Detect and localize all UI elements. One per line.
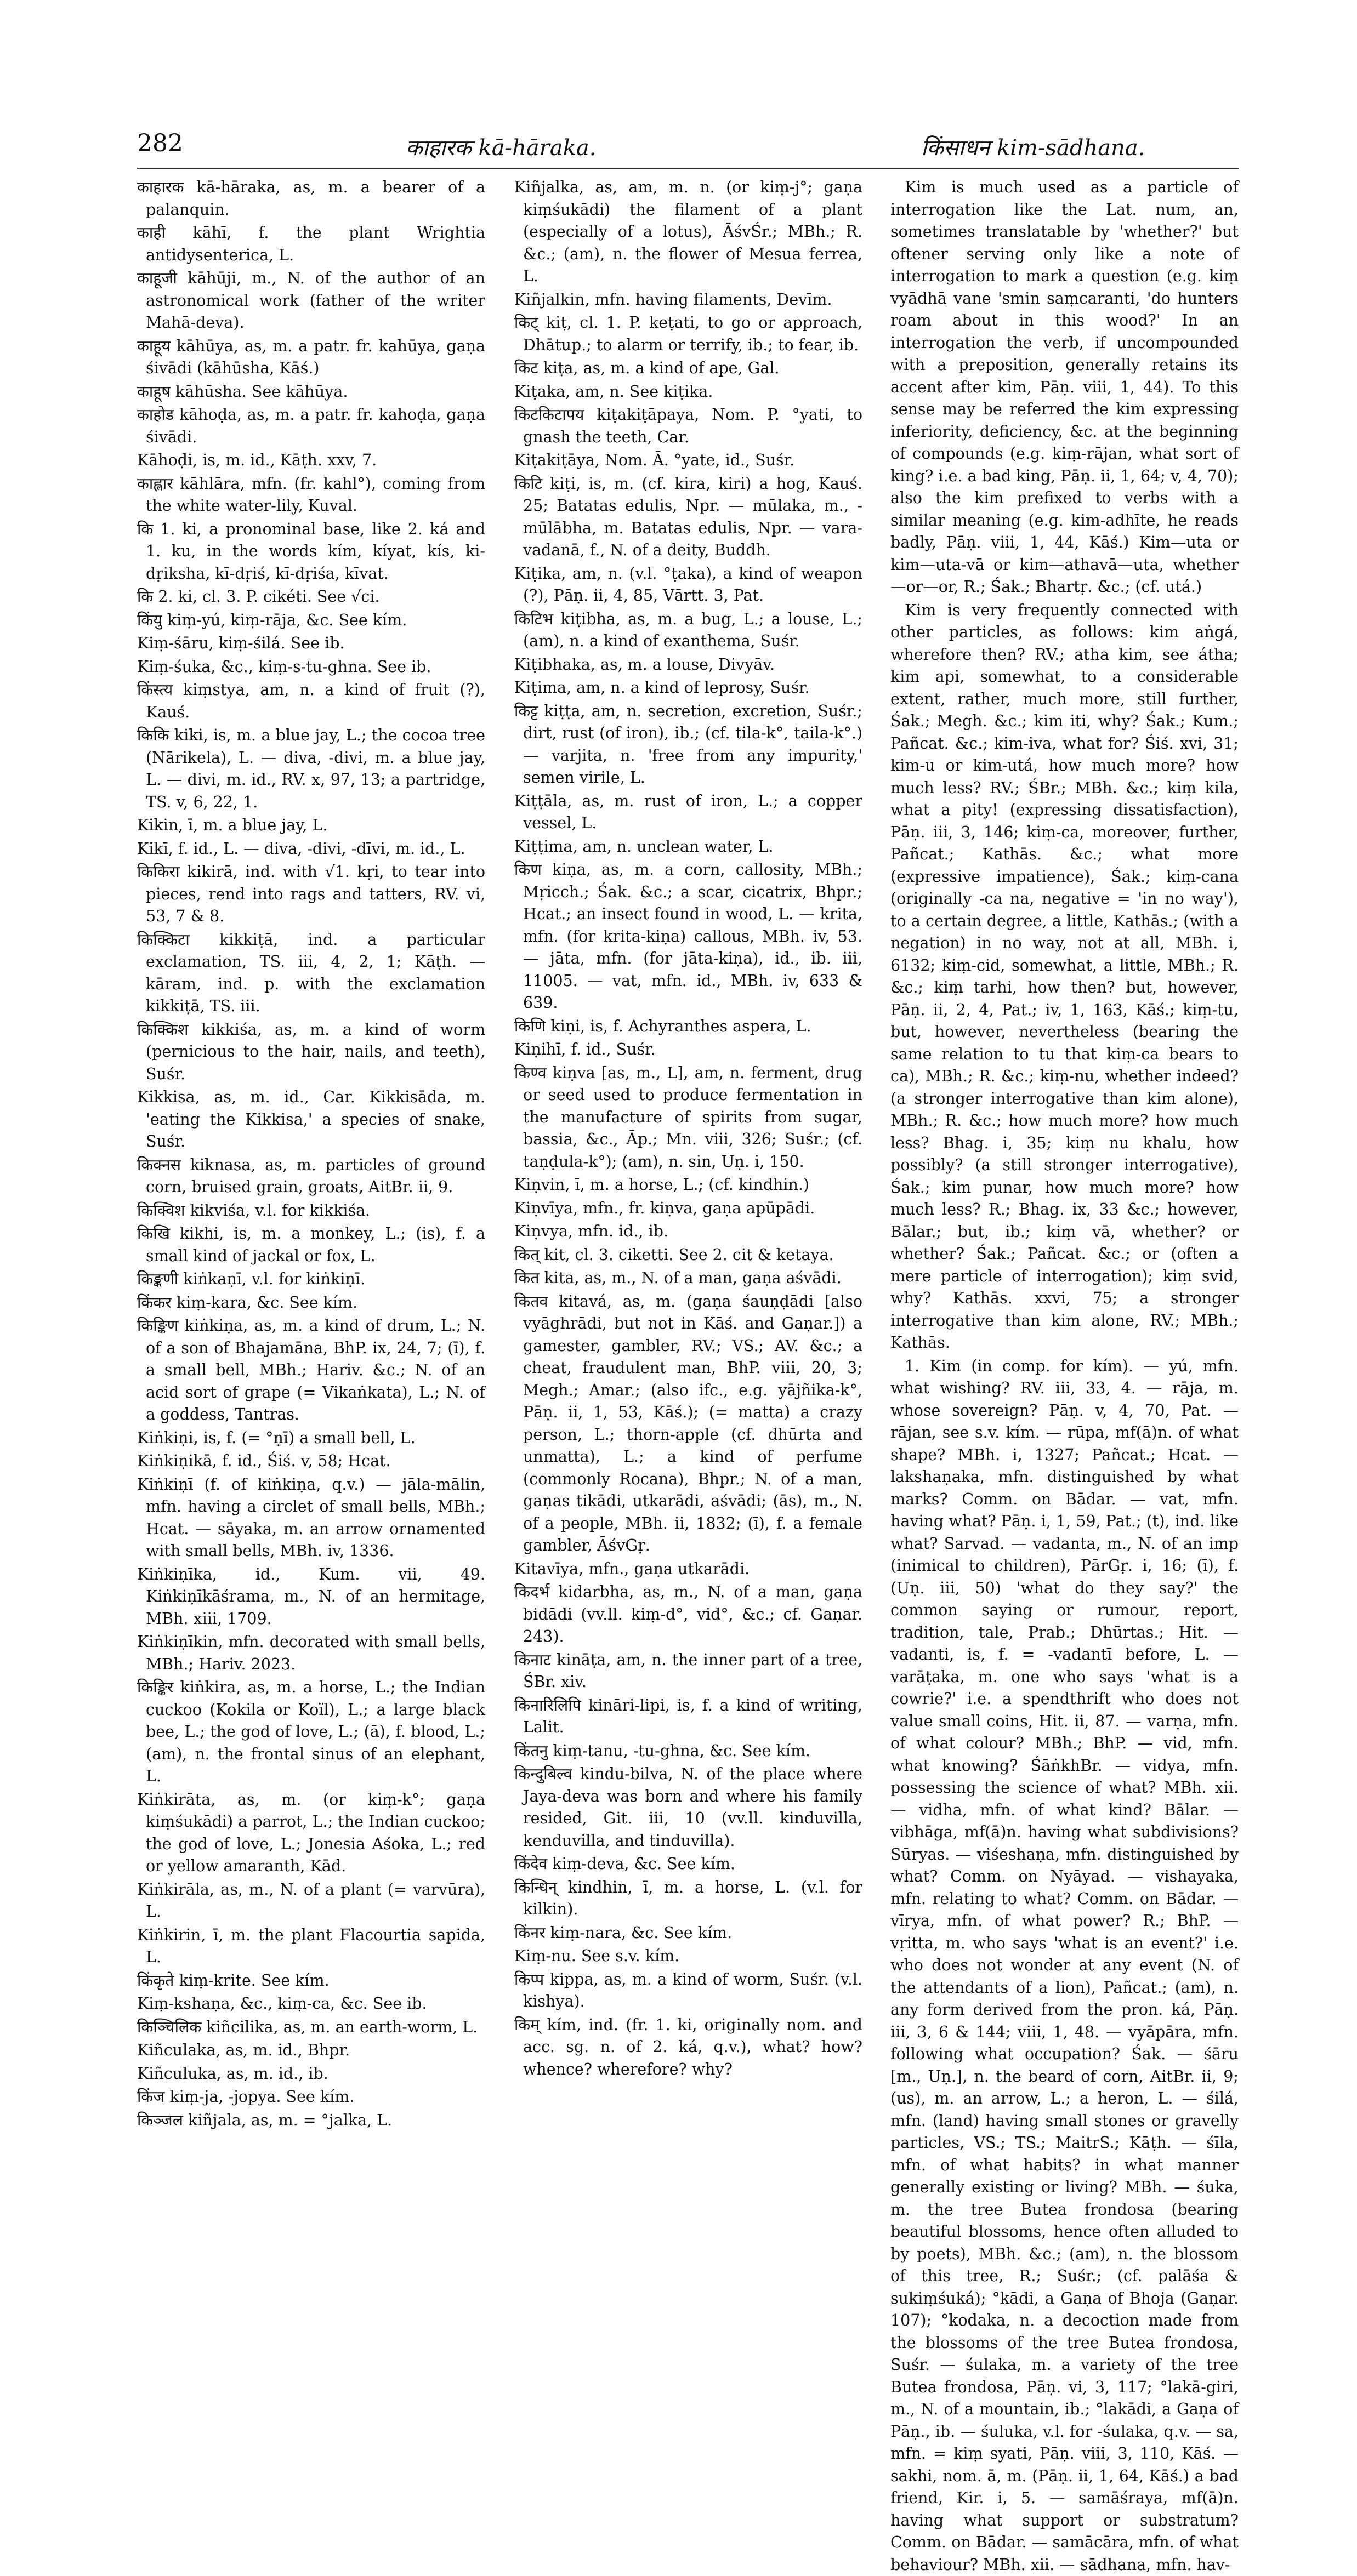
dictionary-entry: काहोड kāhoḍa, as, m. a patr. fr. kahoḍa, gaṇa śivādi. bbox=[137, 404, 485, 448]
dictionary-entry: Kikī, f. id., L. — diva, -divi, -dīvi, m. id., L. bbox=[137, 838, 485, 860]
dictionary-entry: काहूय kāhūya, as, m. a patr. fr. kahūya, gaṇa śivādi (kāhūsha, Kāś.) bbox=[137, 335, 485, 380]
dictionary-entry: Kim is very frequently connected with other particles, as follows: kim aṅgá, wherefore then? RV.; atha kim, see átha; kim api, somewhat, to a considerable extent, rather, much more, still further, Śak.; Megh. &c.; kim iti, why? Śak.; Kum.; Pañcat. &c.; kim-iva, what for? Śiś. xvi, 31; kim-u or kim-utá, how much more? how much less? RV.; ŚBr.; MBh. &c.; kiṃ kila, what a pity! (expressing dissatisfaction), Pāṇ. iii, 3, 146; kiṃ-ca, moreover, further, Pañcat.; Kathās. &c.; what more (expressive impatience), Śak.; kiṃ-cana (originally -ca na, negative = 'in no way'), to a certain degree, a little, Kathās.; (with a negation) in no way, not at all, MBh. i, 6132; kiṃ-cid, somewhat, a little, MBh.; R. &c.; kiṃ tarhi, how then? but, however, Pāṇ. ii, 2, 4, Pat.; iv, 1, 163, Kāś.; kiṃ-tu, but, however, nevertheless (bearing the same relation to tu that kiṃ-ca bears to ca), MBh.; R. &c.; kiṃ-nu, whether indeed? (a stronger interrogative than kim alone), MBh.; R. &c.; how much more? how much less? Bhag. i, 35; kiṃ nu khalu, how possibly? (a still stronger interrogative), Śak.; kim punar, how much more? how much less? R.; Bhag. ix, 33 &c.; however, Bālar.; but, ib.; kiṃ vā, whether? or whether? Śak.; Pañcat. &c.; or (often a mere particle of interrogation); kiṃ svid, why? Kathās. xxvi, 75; a stronger interrogative than kim alone, RV.; MBh.; Kathās. bbox=[890, 600, 1239, 1354]
dictionary-entry: काहूजी kāhūji, m., N. of the author of an astronomical work (father of the writer Mahā-deva). bbox=[137, 267, 485, 334]
dictionary-entry: Kiṭika, am, n. (v.l. °ṭaka), a kind of weapon (?), Pāṇ. ii, 4, 85, Vārtt. 3, Pat. bbox=[514, 563, 862, 607]
dictionary-entry: Kiṭaka, am, n. See kiṭika. bbox=[514, 381, 862, 403]
dictionary-entry: कित kita, as, m., N. of a man, gaṇa aśvādi. bbox=[514, 1267, 862, 1290]
dictionary-entry: Kiṃ-kshaṇa, &c., kiṃ-ca, &c. See ib. bbox=[137, 1993, 485, 2015]
dictionary-entry: Kiṅkirāta, as, m. (or kiṃ-k°; gaṇa kiṃśukādi) a parrot, L.; the Indian cuckoo; the god of love, L.; Jonesia Aśoka, L.; red or yellow amaranth, Kād. bbox=[137, 1789, 485, 1878]
dictionary-entry: कि 2. ki, cl. 3. P. cikéti. See √ci. bbox=[137, 586, 485, 608]
dictionary-entry: Kiṅkirāla, as, m., N. of a plant (= varvūra), L. bbox=[137, 1879, 485, 1923]
dictionary-entry: किन्धिन् kindhin, ī, m. a horse, L. (v.l. for kilkin). bbox=[514, 1877, 862, 1921]
dictionary-entry: किक्किश kikkiśa, as, m. a kind of worm (pernicious to the hair, nails, and teeth), Suśr. bbox=[137, 1019, 485, 1086]
dictionary-entry: किक्विश kikviśa, v.l. for kikkiśa. bbox=[137, 1200, 485, 1222]
dictionary-entry: किण kiṇa, as, m. a corn, callosity, MBh.; Mṛicch.; Śak. &c.; a scar, cicatrix, Bhpr.; Hcat.; an insect found in wood, L. — krita, mfn. (for krita-kiṇa) callous, MBh. iv, 53. — jāta, mfn. (for jāta-kiṇa), id., ib. iii, 11005. — vat, mfn. id., MBh. iv, 633 & 639. bbox=[514, 859, 862, 1015]
dictionary-entry: किण्व kiṇva [as, m., L], am, n. ferment, drug or seed used to produce fermentation in the manufacture of spirits from sugar, bassia, &c., Āp.; Mn. viii, 326; Suśr.; (cf. taṇḍula-k°); (am), n. sin, Uṇ. i, 150. bbox=[514, 1062, 862, 1173]
dictionary-entry: Kitavīya, mfn., gaṇa utkarādi. bbox=[514, 1558, 862, 1581]
page-number: 282 bbox=[137, 129, 183, 157]
dictionary-entry: किंकृते kiṃ-krite. See kím. bbox=[137, 1970, 485, 1992]
dictionary-entry: किङ्किर kiṅkira, as, m. a horse, L.; the Indian cuckoo (Kokila or Koïl), L.; a large black bee, L.; the god of love, L.; (ā), f. blood, L.; (am), n. the frontal sinus of an elephant, L. bbox=[137, 1677, 485, 1788]
header-right-guideword: किंसाधन kim-sādhana. bbox=[921, 132, 1145, 162]
dictionary-entry: Kiṅkiṇīkin, mfn. decorated with small bells, MBh.; Hariv. 2023. bbox=[137, 1631, 485, 1675]
dictionary-entry: किंज kiṃ-ja, -jopya. See kím. bbox=[137, 2086, 485, 2108]
dictionary-entry: Kiṃ-nu. See s.v. kím. bbox=[514, 1945, 862, 1968]
dictionary-entry: किटि kiṭi, is, m. (cf. kira, kiri) a hog, Kauś. 25; Batatas edulis, Npr. — mūlaka, m., -mūlābha, m. Batatas edulis, Npr. — vara-vadanā, f., N. of a deity, Buddh. bbox=[514, 473, 862, 562]
dictionary-entry: किंकर kiṃ-kara, &c. See kím. bbox=[137, 1292, 485, 1314]
dictionary-entry: Kiṭibhaka, as, m. a louse, Divyāv. bbox=[514, 654, 862, 676]
dictionary-entry: Kiṭṭima, am, n. unclean water, L. bbox=[514, 836, 862, 858]
dictionary-entry: किंनर kiṃ-nara, &c. See kím. bbox=[514, 1922, 862, 1945]
dictionary-entry: किक्किटा kikkiṭā, ind. a particular exclamation, TS. iii, 4, 2, 1; Kāṭh. — kāram, ind. p. with the exclamation kikkiṭā, TS. iii. bbox=[137, 929, 485, 1018]
dictionary-entry: किक्नस kiknasa, as, m. particles of ground corn, bruised grain, groats, AitBr. ii, 9. bbox=[137, 1154, 485, 1199]
dictionary-entry: काहूष kāhūsha. See kāhūya. bbox=[137, 381, 485, 403]
dictionary-entry: किञ्जल kiñjala, as, m. = °jalka, L. bbox=[137, 2110, 485, 2132]
column-1 bbox=[137, 176, 485, 1881]
dictionary-entry: किङ्कणी kiṅkaṇī, v.l. for kiṅkiṇī. bbox=[137, 1268, 485, 1291]
dictionary-entry: Kiṃ-śāru, kiṃ-śilá. See ib. bbox=[137, 632, 485, 655]
dictionary-entry: Kikkisa, as, m. id., Car. Kikkisāda, m. 'eating the Kikkisa,' a species of snake, Suśr. bbox=[137, 1086, 485, 1153]
dictionary-entry: Kiṅkiṇī (f. of kiṅkiṇa, q.v.) — jāla-mālin, mfn. having a circlet of small bells, MBh.; Hcat. — sāyaka, m. an arrow ornamented with small bells, MBh. iv, 1336. bbox=[137, 1474, 485, 1563]
dictionary-entry: Kiñjalkin, mfn. having filaments, Devīm. bbox=[514, 289, 862, 311]
dictionary-entry: किट्ट kiṭṭa, am, n. secretion, excretion, Suśr.; dirt, rust (of iron), ib.; (cf. tila-k°, taila-k°.) — varjita, n. 'free from any impurity,' semen virile, L. bbox=[514, 700, 862, 789]
column-3 bbox=[890, 176, 1239, 1881]
column-2 bbox=[514, 176, 862, 1881]
dictionary-entry: किंदेव kiṃ-deva, &c. See kím. bbox=[514, 1853, 862, 1876]
dictionary-entry: किनारिलिपि kināri-lipi, is, f. a kind of writing, Lalit. bbox=[514, 1695, 862, 1739]
dictionary-entry: किकि kiki, is, m. a blue jay, L.; the cocoa tree (Nārikela), L. — diva, -divi, m. a blue jay, L. — divi, m. id., RV. x, 97, 13; a partridge, TS. v, 6, 22, 1. bbox=[137, 725, 485, 813]
dictionary-entry: कितव kitavá, as, m. (gaṇa śauṇḍādi [also vyāghrādi, but not in Kāś. and Gaṇar.]) a gamester, gambler, RV.; VS.; AV. &c.; a cheat, fraudulent man, BhP. viii, 20, 3; Megh.; Amar.; (also ifc., e.g. yājñika-k°, Pāṇ. ii, 1, 53, Kāś.); (= matta) a crazy person, L.; thorn-apple (cf. dhūrta and unmatta), L.; a kind of perfume (commonly Rocana), Bhpr.; N. of a man, gaṇas tikādi, utkarādi, aśvādi; (ās), m., N. of a people, MBh. ii, 1832; (ī), f. a female gambler, ĀśvGṛ. bbox=[514, 1291, 862, 1557]
dictionary-entry: Kiñjalka, as, am, m. n. (or kiṃ-j°; gaṇa kiṃśukādi) the filament of a plant (especially of a lotus), ĀśvŚr.; MBh.; R. &c.; (am), n. the flower of Mesua ferrea, L. bbox=[514, 176, 862, 288]
dictionary-entry: किंस्त्य kiṃstya, am, n. a kind of fruit (?), Kauś. bbox=[137, 679, 485, 723]
dictionary-entry: किङ्किण kiṅkiṇa, as, m. a kind of drum, L.; N. of a son of Bhajamāna, BhP. ix, 24, 7; (ī), f. a small bell, MBh.; Hariv. &c.; N. of an acid sort of grape (= Vikaṅkata), L.; N. of a goddess, Tantras. bbox=[137, 1315, 485, 1426]
dictionary-entry: काहारक kā-hāraka, as, m. a bearer of a palanquin. bbox=[137, 176, 485, 221]
dictionary-entry: Kāhoḍi, is, m. id., Kāṭh. xxv, 7. bbox=[137, 449, 485, 472]
dictionary-entry: Kikin, ī, m. a blue jay, L. bbox=[137, 814, 485, 837]
dictionary-entry: कित् kit, cl. 3. ciketti. See 2. cit & ketaya. bbox=[514, 1244, 862, 1267]
dictionary-entry: किप्प kippa, as, m. a kind of worm, Suśr. (v.l. kishya). bbox=[514, 1969, 862, 2013]
dictionary-entry: Kiṅkiṇi, is, f. (= °ṇī) a small bell, L. bbox=[137, 1427, 485, 1450]
header-rule bbox=[137, 168, 1239, 169]
dictionary-entry: कि 1. ki, a pronominal base, like 2. ká and 1. ku, in the words kím, kíyat, kís, ki-dṛiksha, kī-dṛiś, kī-dṛiśa, kīvat. bbox=[137, 518, 485, 585]
dictionary-entry: किंतनु kiṃ-tanu, -tu-ghna, &c. See kím. bbox=[514, 1740, 862, 1763]
dictionary-entry: किट kiṭa, as, m. a kind of ape, Gal. bbox=[514, 357, 862, 380]
dictionary-entry: किट् kiṭ, cl. 1. P. keṭati, to go or approach, Dhātup.; to alarm or terrify, ib.; to fear, ib. bbox=[514, 312, 862, 356]
header-left-guideword: काहारक kā-hāraka. bbox=[406, 132, 596, 162]
dictionary-entry: किंयु kiṃ-yú, kiṃ-rāja, &c. See kím. bbox=[137, 609, 485, 632]
dictionary-entry: Kiṭṭāla, as, m. rust of iron, L.; a copper vessel, L. bbox=[514, 790, 862, 835]
dictionary-entry: किकिरा kikirā, ind. with √1. kṛi, to tear into pieces, rend into rags and tatters, RV. vi, 53, 7 & 8. bbox=[137, 861, 485, 928]
dictionary-entry: काह्लार kāhlāra, mfn. (fr. kahl°), coming from the white water-lily, Kuval. bbox=[137, 473, 485, 517]
dictionary-entry: Kiṇvin, ī, m. a horse, L.; (cf. kindhin.) bbox=[514, 1174, 862, 1196]
dictionary-entry: Kiṭima, am, n. a kind of leprosy, Suśr. bbox=[514, 677, 862, 699]
dictionary-entry: किखि kikhi, is, m. a monkey, L.; (is), f. a small kind of jackal or fox, L. bbox=[137, 1223, 485, 1267]
dictionary-entry: Kiñculaka, as, m. id., Bhpr. bbox=[137, 2039, 485, 2062]
dictionary-entry: 1. Kim (in comp. for kím). — yú, mfn. what wishing? RV. iii, 33, 4. — rāja, m. whose sovereign? Pāṇ. v, 4, 70, Pat. — rājan, see s.v. kím. — rūpa, mf(ā)n. of what shape? MBh. i, 1327; Pañcat.; Hcat. — lakshaṇaka, mfn. distinguished by what marks? Comm. on Bādar. — vat, mfn. having what? Pāṇ. i, 1, 59, Pat.; (t), ind. like what? Sarvad. — vadanta, m., N. of an imp (inimical to children), PārGṛ. i, 16; (ī), f. (Uṇ. iii, 50) 'what do they say?' the common saying or rumour, report, tradition, tale, Prab.; Dhūrtas.; Hit. — vadanti, is, f. = -vadantī before, L. — varāṭaka, m. one who says 'what is a cowrie?' i.e. a spendthrift who does not value small coins, Hit. ii, 87. — varṇa, mfn. of what colour? MBh.; BhP. — vid, mfn. what knowing? ŚāṅkhBr. — vidya, mfn. possessing the science of what? MBh. xii. — vidha, mfn. of what kind? Bālar. — vibhāga, mf(ā)n. having what subdivisions? Sūryas. — viśeshaṇa, mfn. distinguished by what? Comm. on Nyāyad. — vishayaka, mfn. relating to what? Comm. on Bādar. — vīrya, mfn. of what power? R.; BhP. — vṛitta, m. who says 'what is an event?' i.e. who does not wonder at any event (N. of the attendants of a lion), Pañcat.; (am), n. any form derived from the pron. ká, Pāṇ. iii, 3, 6 & 144; viii, 1, 48. — vyāpāra, mfn. following what occupation? Śak. — śāru [m., Uṇ.], n. the beard of corn, AitBr. ii, 9; (us), m. an arrow, L.; a heron, L. — śilá, mfn. (land) having small stones or gravelly particles, VS.; TS.; MaitrS.; Kāṭh. — śīla, mfn. of what habits? in what manner generally existing or living? MBh. — śuka, m. the tree Butea frondosa (bearing beautiful blossoms, hence often alluded to by poets), MBh. &c.; (am), n. the blossom of this tree, R.; Suśr.; (cf. palāśa & sukiṃśuká); °kādi, a Gaṇa of Bhoja (Gaṇar. 107); °kodaka, n. a decoction made from the blossoms of the tree Butea frondosa, Suśr. — śulaka, m. a variety of the tree Butea frondosa, Pāṇ. vi, 3, 117; °lakā-giri, m., N. of a mountain, ib.; °lakādi, a Gaṇa of Pāṇ., ib. — śuluka, v.l. for -śulaka, q.v. — sa, mfn. = kiṃ syati, Pāṇ. viii, 3, 110, Kāś. — sakhi, nom. ā, m. (Pāṇ. ii, 1, 64, Kāś.) a bad friend, Kir. i, 5. — samāśraya, mf(ā)n. having what support or substratum? Comm. on Bādar. — samācāra, mfn. of what behaviour? MBh. xii. — sādhana, mfn. hav- bbox=[890, 1355, 1239, 2576]
dictionary-entry: किनाट kināṭa, am, n. the inner part of a tree, ŚBr. xiv. bbox=[514, 1649, 862, 1694]
dictionary-entry: किदर्भ kidarbha, as, m., N. of a man, gaṇa bidādi (vv.ll. kiṃ-d°, vid°, &c.; cf. Gaṇar. 243). bbox=[514, 1581, 862, 1648]
running-header bbox=[137, 129, 1239, 164]
dictionary-entry: Kiṇihī, f. id., Suśr. bbox=[514, 1039, 862, 1061]
dictionary-entry: Kiñculuka, as, m. id., ib. bbox=[137, 2063, 485, 2085]
dictionary-entry: किटिभ kiṭibha, as, m. a bug, L.; a louse, L.; (am), n. a kind of exanthema, Suśr. bbox=[514, 608, 862, 653]
dictionary-entry: Kiṇvya, mfn. id., ib. bbox=[514, 1221, 862, 1243]
dictionary-entry: Kiṅkiṇīka, id., Kum. vii, 49. Kiṅkiṇīkāśrama, m., N. of an hermitage, MBh. xiii, 1709. bbox=[137, 1564, 485, 1631]
dictionary-entry: किन्दुबिल्व kindu-bilva, N. of the place where Jaya-deva was born and where his family resided, Git. iii, 10 (vv.ll. kinduvilla, kenduvilla, and tinduvilla). bbox=[514, 1763, 862, 1852]
dictionary-entry: Kiṃ-śuka, &c., kiṃ-s-tu-ghna. See ib. bbox=[137, 656, 485, 679]
dictionary-entry: किञ्चिलिक kiñcilika, as, m. an earth-worm, L. bbox=[137, 2016, 485, 2039]
dictionary-entry: काही kāhī, f. the plant Wrightia antidysenterica, L. bbox=[137, 222, 485, 266]
dictionary-entry: Kiṇvīya, mfn., fr. kiṇva, gaṇa apūpādi. bbox=[514, 1198, 862, 1220]
dictionary-entry: किम् kím, ind. (fr. 1. ki, originally nom. and acc. sg. n. of 2. ká, q.v.), what? how? whence? wherefore? why? bbox=[514, 2014, 862, 2081]
dictionary-entry: Kiṭakiṭāya, Nom. Ā. °yate, id., Suśr. bbox=[514, 449, 862, 472]
dictionary-entry: किणि kiṇi, is, f. Achyranthes aspera, L. bbox=[514, 1016, 862, 1038]
dictionary-entry: किटकिटापय kiṭakiṭāpaya, Nom. P. °yati, to gnash the teeth, Car. bbox=[514, 404, 862, 448]
dictionary-entry: Kiṅkirin, ī, m. the plant Flacourtia sapida, L. bbox=[137, 1924, 485, 1969]
dictionary-entry: Kiṅkiṇikā, f. id., Śiś. v, 58; Hcat. bbox=[137, 1450, 485, 1473]
dictionary-entry: Kim is much used as a particle of interrogation like the Lat. num, an, sometimes translatable by 'whether?' but oftener serving only like a note of interrogation to mark a question (e.g. kiṃ vyādhā vane 'smin saṃcaranti, 'do hunters roam about in this wood?' In an interrogation the verb, if uncompounded with a preposition, generally retains its accent after kim, Pāṇ. viii, 1, 44). To this sense may be referred the kim expressing inferiority, deficiency, &c. at the beginning of compounds (e.g. kiṃ-rājan, what sort of king? i.e. a bad king, Pāṇ. ii, 1, 64; v, 4, 70); also the kim prefixed to verbs with a similar meaning (e.g. kim-adhīte, he reads badly, Pāṇ. viii, 1, 44, Kāś.) Kim—uta or kim—uta-vā or kim—athavā—uta, whether—or—or, R.; Śak.; Bhartṛ. &c.; (cf. utá.) bbox=[890, 176, 1239, 599]
